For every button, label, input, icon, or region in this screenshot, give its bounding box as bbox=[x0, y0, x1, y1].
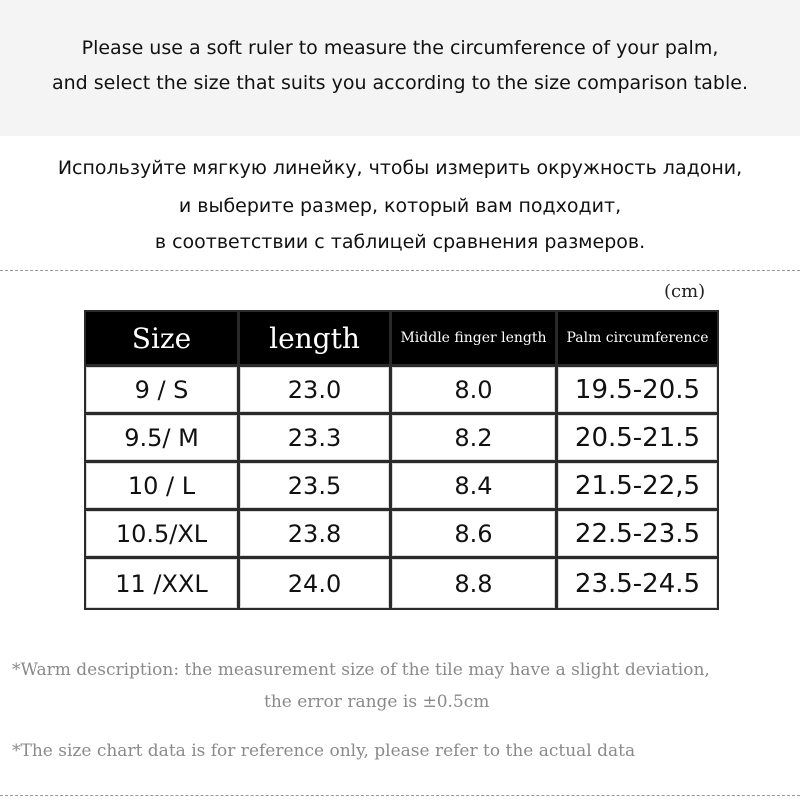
table-cell-middle-finger: 8.2 bbox=[392, 415, 555, 460]
table-cell-size: 10.5/XL bbox=[86, 511, 237, 556]
table-cell-size: 10 / L bbox=[86, 463, 237, 508]
table-cell-middle-finger: 8.0 bbox=[392, 367, 555, 412]
table-cell-size: 11 /XXL bbox=[86, 559, 237, 608]
table-cell-middle-finger: 8.4 bbox=[392, 463, 555, 508]
reference-note: *The size chart data is for reference only, please refer to the actual data bbox=[12, 741, 636, 761]
header-length: length bbox=[240, 312, 389, 364]
unit-label: (cm) bbox=[664, 281, 706, 302]
divider-top bbox=[0, 270, 800, 271]
header-middle-finger-length: Middle finger length bbox=[392, 312, 555, 364]
russian-instruction-line-2: и выберите размер, который вам подходит, bbox=[178, 195, 622, 217]
table-cell-middle-finger: 8.8 bbox=[392, 559, 555, 608]
russian-instruction-line-1: Используйте мягкую линейку, чтобы измерить окружность ладони, bbox=[57, 157, 743, 179]
table-cell-palm: 23.5-24.5 bbox=[558, 559, 717, 608]
english-instruction-band bbox=[0, 0, 800, 136]
table-cell-palm: 20.5-21.5 bbox=[558, 415, 717, 460]
size-table bbox=[84, 310, 719, 610]
table-cell-length: 23.5 bbox=[240, 463, 389, 508]
table-cell-length: 23.3 bbox=[240, 415, 389, 460]
english-instruction-line-1: Please use a soft ruler to measure the circumference of your palm, bbox=[81, 37, 719, 59]
russian-instruction-line-3: в соответствии с таблицей сравнения размеров. bbox=[154, 231, 646, 253]
table-cell-palm: 19.5-20.5 bbox=[558, 367, 717, 412]
table-cell-length: 23.0 bbox=[240, 367, 389, 412]
header-size: Size bbox=[86, 312, 237, 364]
divider-bottom bbox=[0, 795, 800, 796]
table-cell-palm: 21.5-22,5 bbox=[558, 463, 717, 508]
table-cell-size: 9.5/ M bbox=[86, 415, 237, 460]
table-cell-size: 9 / S bbox=[86, 367, 237, 412]
english-instruction-line-2: and select the size that suits you according to the size comparison table. bbox=[51, 72, 749, 94]
warm-description-line-1: *Warm description: the measurement size of the tile may have a slight deviation, bbox=[12, 660, 710, 680]
header-palm-circumference: Palm circumference bbox=[558, 312, 717, 364]
warm-description-line-2: the error range is ±0.5cm bbox=[264, 692, 490, 712]
table-cell-palm: 22.5-23.5 bbox=[558, 511, 717, 556]
table-cell-length: 24.0 bbox=[240, 559, 389, 608]
table-cell-length: 23.8 bbox=[240, 511, 389, 556]
table-cell-middle-finger: 8.6 bbox=[392, 511, 555, 556]
